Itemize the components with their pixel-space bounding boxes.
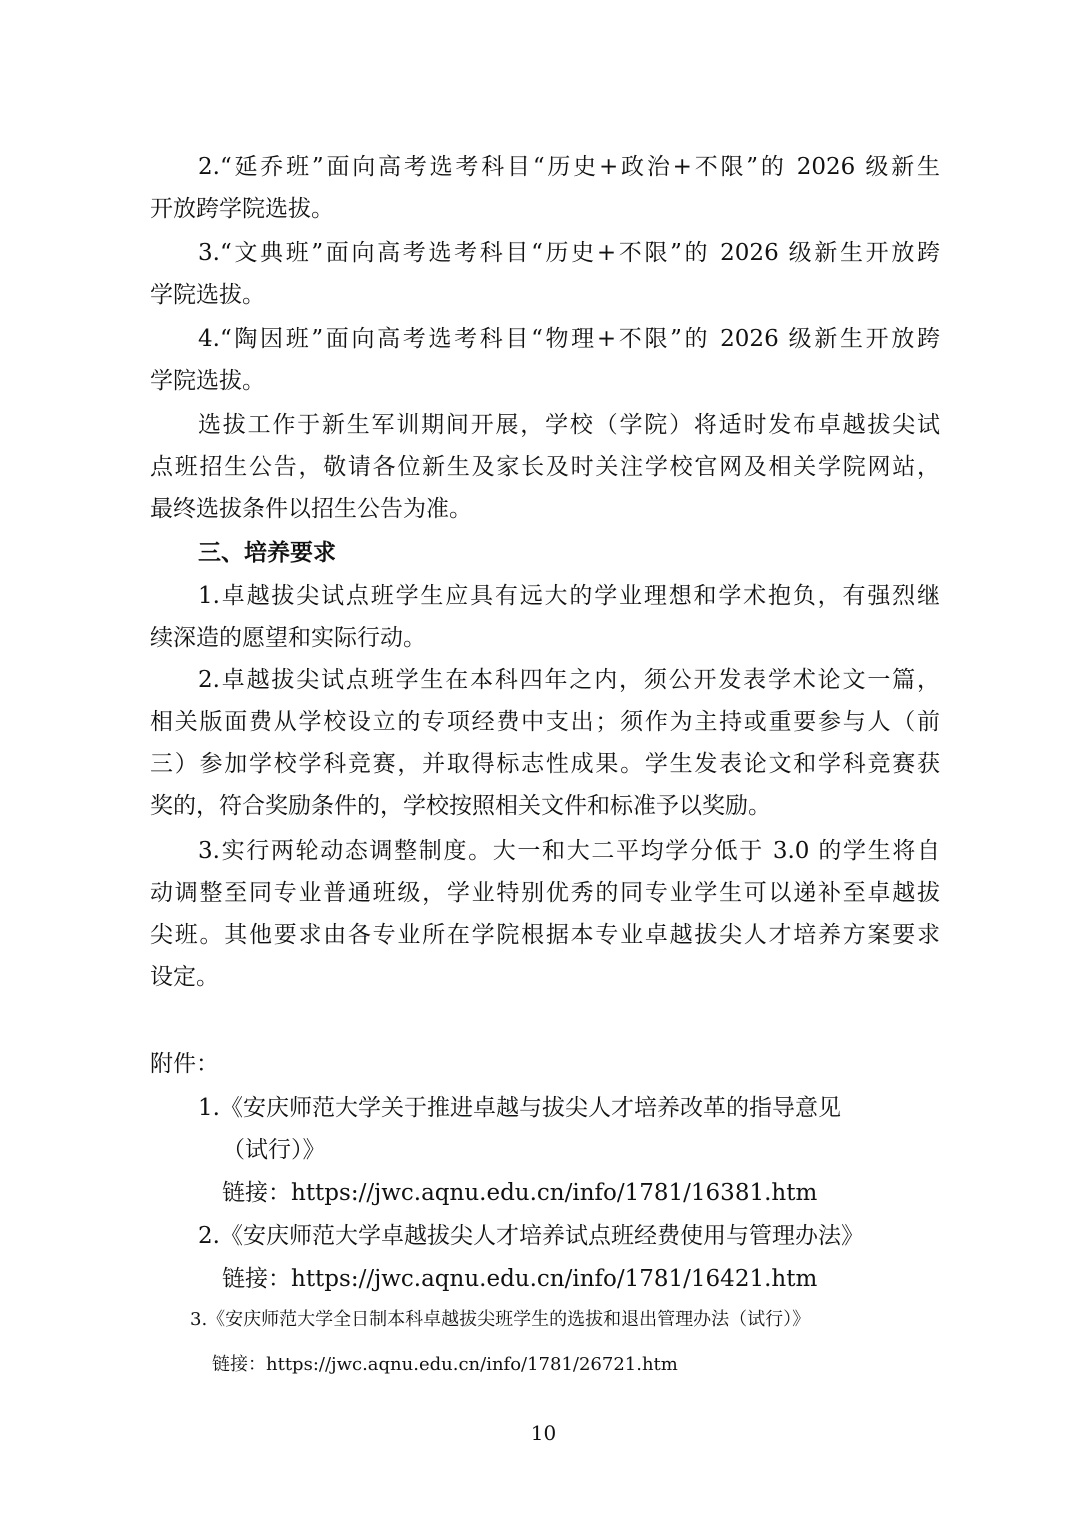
text-line: 3.“文典班”面向高考选考科目“历史+不限”的 2026 级新生开放跨 xyxy=(198,240,940,266)
text-line: 3.实行两轮动态调整制度。大一和大二平均学分低于 3.0 的学生将自 xyxy=(198,838,940,864)
text-line: 4.“陶因班”面向高考选考科目“物理+不限”的 2026 级新生开放跨 xyxy=(198,326,940,352)
text-line: 最终选拔条件以招生公告为准。 xyxy=(150,496,472,522)
text-line: 2.“延乔班”面向高考选考科目“历史+政治+不限”的 2026 级新生 xyxy=(198,154,940,180)
attachment-1-title: 1.《安庆师范大学关于推进卓越与拔尖人才培养改革的指导意见 xyxy=(198,1095,841,1121)
text-line: 选拔工作于新生军训期间开展，学校（学院）将适时发布卓越拔尖试 xyxy=(198,412,940,438)
text-line: 三）参加学校学科竞赛，并取得标志性成果。学生发表论文和学科竞赛获 xyxy=(150,751,940,777)
attachments-title: 附件： xyxy=(150,1051,219,1077)
attachment-1-link[interactable]: 链接：https://jwc.aqnu.edu.cn/info/1781/16381.htm xyxy=(222,1180,818,1206)
requirement-2 xyxy=(150,659,940,827)
text-line: 相关版面费从学校设立的专项经费中支出；须作为主持或重要参与人（前 xyxy=(150,709,940,735)
text-line: 续深造的愿望和实际行动。 xyxy=(150,625,426,651)
text-line: 1.卓越拔尖试点班学生应具有远大的学业理想和学术抱负，有强烈继 xyxy=(198,583,940,609)
section-heading xyxy=(150,532,940,574)
text-line: 尖班。其他要求由各专业所在学院根据本专业卓越拔尖人才培养方案要求 xyxy=(150,922,940,948)
attachment-2-title: 2.《安庆师范大学卓越拔尖人才培养试点班经费使用与管理办法》 xyxy=(198,1223,864,1249)
text-line: 2.卓越拔尖试点班学生在本科四年之内，须公开发表学术论文一篇， xyxy=(198,667,940,693)
text-line: 学院选拔。 xyxy=(150,282,265,308)
paragraph-wendian-class xyxy=(150,232,940,316)
text-line: 点班招生公告，敬请各位新生及家长及时关注学校官网及相关学院网站， xyxy=(150,454,940,480)
section-title: 三、培养要求 xyxy=(198,540,336,566)
text-line: 设定。 xyxy=(150,964,219,990)
requirement-3 xyxy=(150,830,940,998)
requirement-1 xyxy=(150,575,940,659)
paragraph-yanqiao-class xyxy=(150,146,940,230)
page-number: 10 xyxy=(530,1421,557,1445)
text-line: 开放跨学院选拔。 xyxy=(150,196,334,222)
attachment-3-link[interactable]: 链接：https://jwc.aqnu.edu.cn/info/1781/26721.htm xyxy=(212,1354,678,1375)
text-line: 动调整至同专业普通班级，学业特别优秀的同专业学生可以递补至卓越拔 xyxy=(150,880,940,906)
text-line: 学院选拔。 xyxy=(150,368,265,394)
attachment-3-title: 3.《安庆师范大学全日制本科卓越拔尖班学生的选拔和退出管理办法（试行）》 xyxy=(190,1309,811,1330)
paragraph-selection-notice xyxy=(150,404,940,530)
attachment-1-title-cont: （试行）》 xyxy=(222,1137,326,1163)
attachment-2-link[interactable]: 链接：https://jwc.aqnu.edu.cn/info/1781/16421.htm xyxy=(222,1266,818,1292)
text-line: 奖的，符合奖励条件的，学校按照相关文件和标准予以奖励。 xyxy=(150,793,771,819)
paragraph-taoyin-class xyxy=(150,318,940,402)
